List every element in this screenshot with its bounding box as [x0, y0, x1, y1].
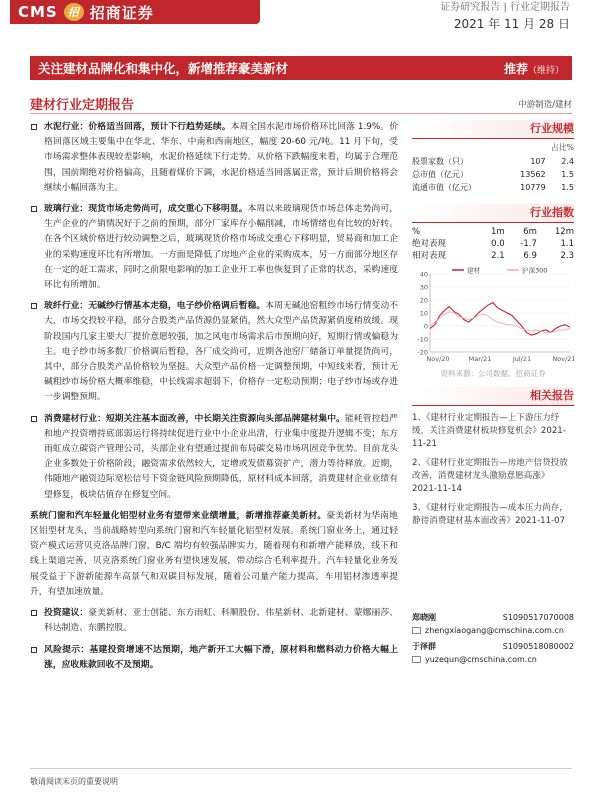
report-type: 证券研究报告 | 行业定期报告	[440, 2, 570, 13]
y-tick-label: -10	[417, 335, 428, 344]
table-row	[412, 250, 574, 262]
logo-badge-icon: 招	[64, 3, 84, 21]
index-header: 12m	[554, 227, 574, 237]
series-line-csi300	[430, 312, 570, 333]
paragraph-heading: 投资建议：	[44, 608, 89, 619]
bullet-square-icon	[31, 206, 37, 212]
paragraph-heading: 玻纤行业：无碱纱行情基本走稳，电子纱价格调后暂稳。	[44, 301, 266, 312]
paragraph-heading: 消费建材行业：	[44, 413, 106, 424]
x-tick-label: Nov/20	[426, 355, 450, 363]
paragraph-investment	[30, 606, 398, 636]
bullet-square-icon	[31, 610, 37, 616]
paragraph-body: 豪美新材为华南地区铝型材龙头，当前战略转型向系统门窗和汽车轻量化铝型材发展。系统门窗业务上，通过轻资产模式运营贝克洛品牌门窗，B/C 端均有较强品牌实力，随着现有和新增产能释放，线下和线上渠道完善，贝克洛系统门窗业务有望快速发展，带动综合毛利率提升。汽车轻量化业务发展受益于下游新能源车高景气和双碳目标发展，随着公司量产能力提高，车用铝材渗透率提升，有望加速放量。	[30, 510, 398, 597]
index-value: 0.0	[491, 239, 505, 249]
table-row	[412, 155, 574, 168]
paragraph-risk	[30, 643, 398, 673]
scale-value: 10779	[520, 183, 546, 192]
x-tick-label: Jul/21	[512, 355, 532, 363]
table-row	[412, 168, 574, 181]
paragraph-body: 豪美新材、亚士创能、东方雨虹、科顺股份、伟星新材、北新建材、蒙娜丽莎、科达制造、东鹏控股。	[44, 608, 398, 634]
main-text-column	[30, 120, 398, 679]
related-report[interactable]: 2、《建材行业定期报告—房地产信贷投放改善，消费建材龙头激励意愿高涨》2021-11-14	[412, 458, 568, 494]
banner-title: 关注建材品牌化和集中化，新增推荐豪美新材	[38, 61, 289, 76]
table-header-row	[412, 226, 574, 238]
index-header: 1m	[490, 227, 505, 237]
paragraph-body: 本周以来玻璃现货市场总体走势尚可，生产企业的产销情况好于之前的预期，部分厂家库存小幅削减，市场情绪也有比较的好转。在各个区域价格进行较动调整之后，玻璃现货价格市场成交重心下移明显，贸易商和加工企业的采购速度环比有所增加。一方面是降低了房地产企业的采购成本，另一方面部分地区存在一定的赶工需求，同时之前限电影响的加工企业开工率也恢复到了正常的状态，采购速度环比有所增加。	[44, 204, 398, 291]
footer-note: 敬请阅读末页的重要说明	[30, 777, 118, 786]
paragraph-haomei	[30, 509, 398, 600]
paragraph-heading: 系统门窗和汽车轻量化铝型材业务有望带来业绩增量，新增推荐豪美新材。	[30, 510, 327, 521]
rating-note: （维持）	[527, 65, 564, 76]
table-row	[412, 238, 574, 250]
index-label: 绝对表现	[412, 239, 447, 249]
y-tick-label: 30	[419, 283, 428, 292]
legend-label: 沪深300	[522, 266, 548, 275]
paragraph-heading: 玻璃行业：现货市场走势尚可，成交重心下移明显。	[44, 204, 248, 215]
industry-index-heading: 行业指数	[412, 204, 574, 223]
analyst-cert: S1090517070008	[502, 613, 574, 622]
index-value: 2.3	[560, 251, 574, 261]
scale-label: 流通市值（亿元）	[412, 183, 476, 192]
index-header: %	[412, 227, 421, 237]
analyst-block	[412, 612, 574, 670]
paragraph-heading: 水泥行业：价格适当回落，预计下行趋势延续。	[44, 122, 231, 132]
report-date: 2021 年 11 月 28 日	[453, 17, 570, 31]
title-divider	[30, 113, 572, 114]
paragraph-body: 本周全国水泥市场价格环比回落 1.9%。价格回落区域主要集中在华北、华东、中南和西南地区，幅度 20-60 元/吨。11 月下旬，受市场需求整体表现较差影响，水泥价格延续下行走势。从价格下跌幅度来看，均属于合理范围，国前期绝对价格偏高，且随着煤价下调，水泥价格适当回落属正常，预计后期价格将会继续小幅回落为主。	[44, 122, 398, 193]
analyst-row	[412, 612, 574, 624]
logo-en: CMS	[18, 3, 58, 21]
paragraph-body: 能耗管控趋严和地产投资增持底部弱运行将持续促进行业中小企业出清，行业集中度提升逻辑不变；东方雨虹成立碳资产管理公司，头部企业有望通过提前布局碳交易市场巩固竞争优势。目前龙头企业多数处于价格阶段，融资需求依然较大，定增或发债募资扩产，潜力等待释放。近期，伟随地产融资边际宽松信号下资金链风险预期降低，原材料成本回落，消费建材企业业绩有望修复，板块估值存在修复空间。	[44, 413, 398, 500]
y-tick-label: -20	[417, 348, 428, 357]
analyst-email[interactable]: yuzequn@cmschina.com.cn	[425, 655, 537, 664]
logo-cn: 招商证券	[89, 3, 154, 22]
analyst-cert: S1090518080002	[502, 642, 574, 651]
paragraph-cement	[30, 120, 398, 196]
table-row	[412, 181, 574, 194]
rating-badge	[504, 60, 564, 77]
industry-scale-unit: 占比%	[550, 143, 574, 152]
paragraph-body: 本周无碱池窑粗纱市场行情变动不大，市场交投较平稳，部分合股类产品货源仍显紧俏，然大众型产品货源紧俏度稍放缓。现阶段国内几家主要大厂提价意愿较强，加之风电市场需求后市预期向好，短期行情或偏稳为主。电子纱市场多数厂价格调后暂稳，各厂成交尚可，近期各池窑厂储备订单量提货尚可，其中，部分合股类产品价格较为坚挺。大众型产品价格一定调整预期，中短线来看，预计无碱粗纱市场价格大概率维稳，中长线需求超弱下，价格存一定松动预期；电子纱市场或存进一步调整预期。	[44, 301, 398, 403]
related-report[interactable]: 1、《建材行业定期报告—上下游压力纾缓，关注消费建材板块修复机会》2021-11-21	[412, 413, 566, 449]
rating-label: 推荐	[503, 61, 528, 76]
scale-pct: 1.5	[561, 170, 574, 179]
analyst-row	[412, 641, 574, 653]
index-header: 6m	[523, 227, 537, 237]
index-chart-svg	[412, 262, 574, 367]
paragraph-fiberglass	[30, 299, 398, 405]
scale-label: 股票家数（只）	[412, 157, 468, 166]
sector-label: 中游制造/建材	[518, 100, 572, 110]
paragraph-lead: 短期关注基本面改善，中长期关注资源向头部品牌建材集中。	[105, 413, 345, 424]
related-report[interactable]: 3、《建材行业定期报告—成本压力尚存，静待消费建材基本面改善》2021-11-07	[412, 503, 568, 526]
industry-scale-table	[412, 155, 574, 194]
index-value: 6.9	[523, 251, 537, 261]
analyst-email-row	[412, 653, 574, 666]
title-banner	[30, 56, 572, 80]
paragraph-glass	[30, 202, 398, 293]
index-value: 1.1	[560, 239, 574, 249]
scale-value: 107	[530, 157, 546, 166]
index-value: -1.7	[520, 239, 537, 249]
analyst-email-row	[412, 624, 574, 637]
doc-title: 建材行业定期报告	[30, 98, 135, 113]
y-tick-label: 20	[419, 296, 428, 305]
series-line-building-materials	[430, 303, 570, 336]
email-icon	[412, 656, 421, 663]
scale-label: 总市值（亿元）	[412, 170, 468, 179]
scale-pct: 1.5	[561, 183, 574, 192]
email-icon	[412, 627, 421, 634]
index-chart	[412, 262, 574, 367]
industry-index-table	[412, 226, 574, 262]
paragraph-consumer-materials	[30, 412, 398, 503]
related-heading: 相关报告	[412, 387, 574, 406]
industry-scale-heading: 行业规模	[412, 120, 574, 139]
report-meta	[440, 0, 570, 32]
index-value: 2.1	[491, 251, 505, 261]
index-label: 相对表现	[412, 251, 447, 261]
scale-pct: 2.4	[561, 157, 574, 166]
analyst-email[interactable]: zhengxiaogang@cmschina.com.cn	[425, 626, 564, 635]
y-tick-label: 10	[419, 309, 428, 318]
footer-divider	[30, 768, 572, 769]
y-tick-label: 0	[423, 322, 428, 331]
bullet-square-icon	[31, 303, 37, 309]
x-tick-label: Mar/21	[468, 355, 492, 363]
side-column	[412, 120, 574, 528]
chart-source: 资料来源：公司数据、招商证券	[440, 369, 546, 378]
scale-value: 13562	[520, 170, 546, 179]
bullet-square-icon	[31, 124, 37, 130]
analyst-name: 于泽群	[412, 642, 436, 651]
bullet-square-icon	[31, 416, 37, 422]
analyst-name: 郑晓刚	[412, 613, 436, 622]
legend-label: 建材	[467, 266, 480, 275]
paragraph-heading: 风险提示：基建投资增速不达预期，地产新开工大幅下滑，原材料和燃料动力价格大幅上涨，应收账款回收不及预期。	[44, 644, 398, 670]
bullet-square-icon	[31, 647, 37, 653]
y-tick-label: 40	[419, 270, 428, 279]
x-tick-label: Nov/21	[552, 355, 574, 363]
broker-logo	[10, 0, 260, 24]
